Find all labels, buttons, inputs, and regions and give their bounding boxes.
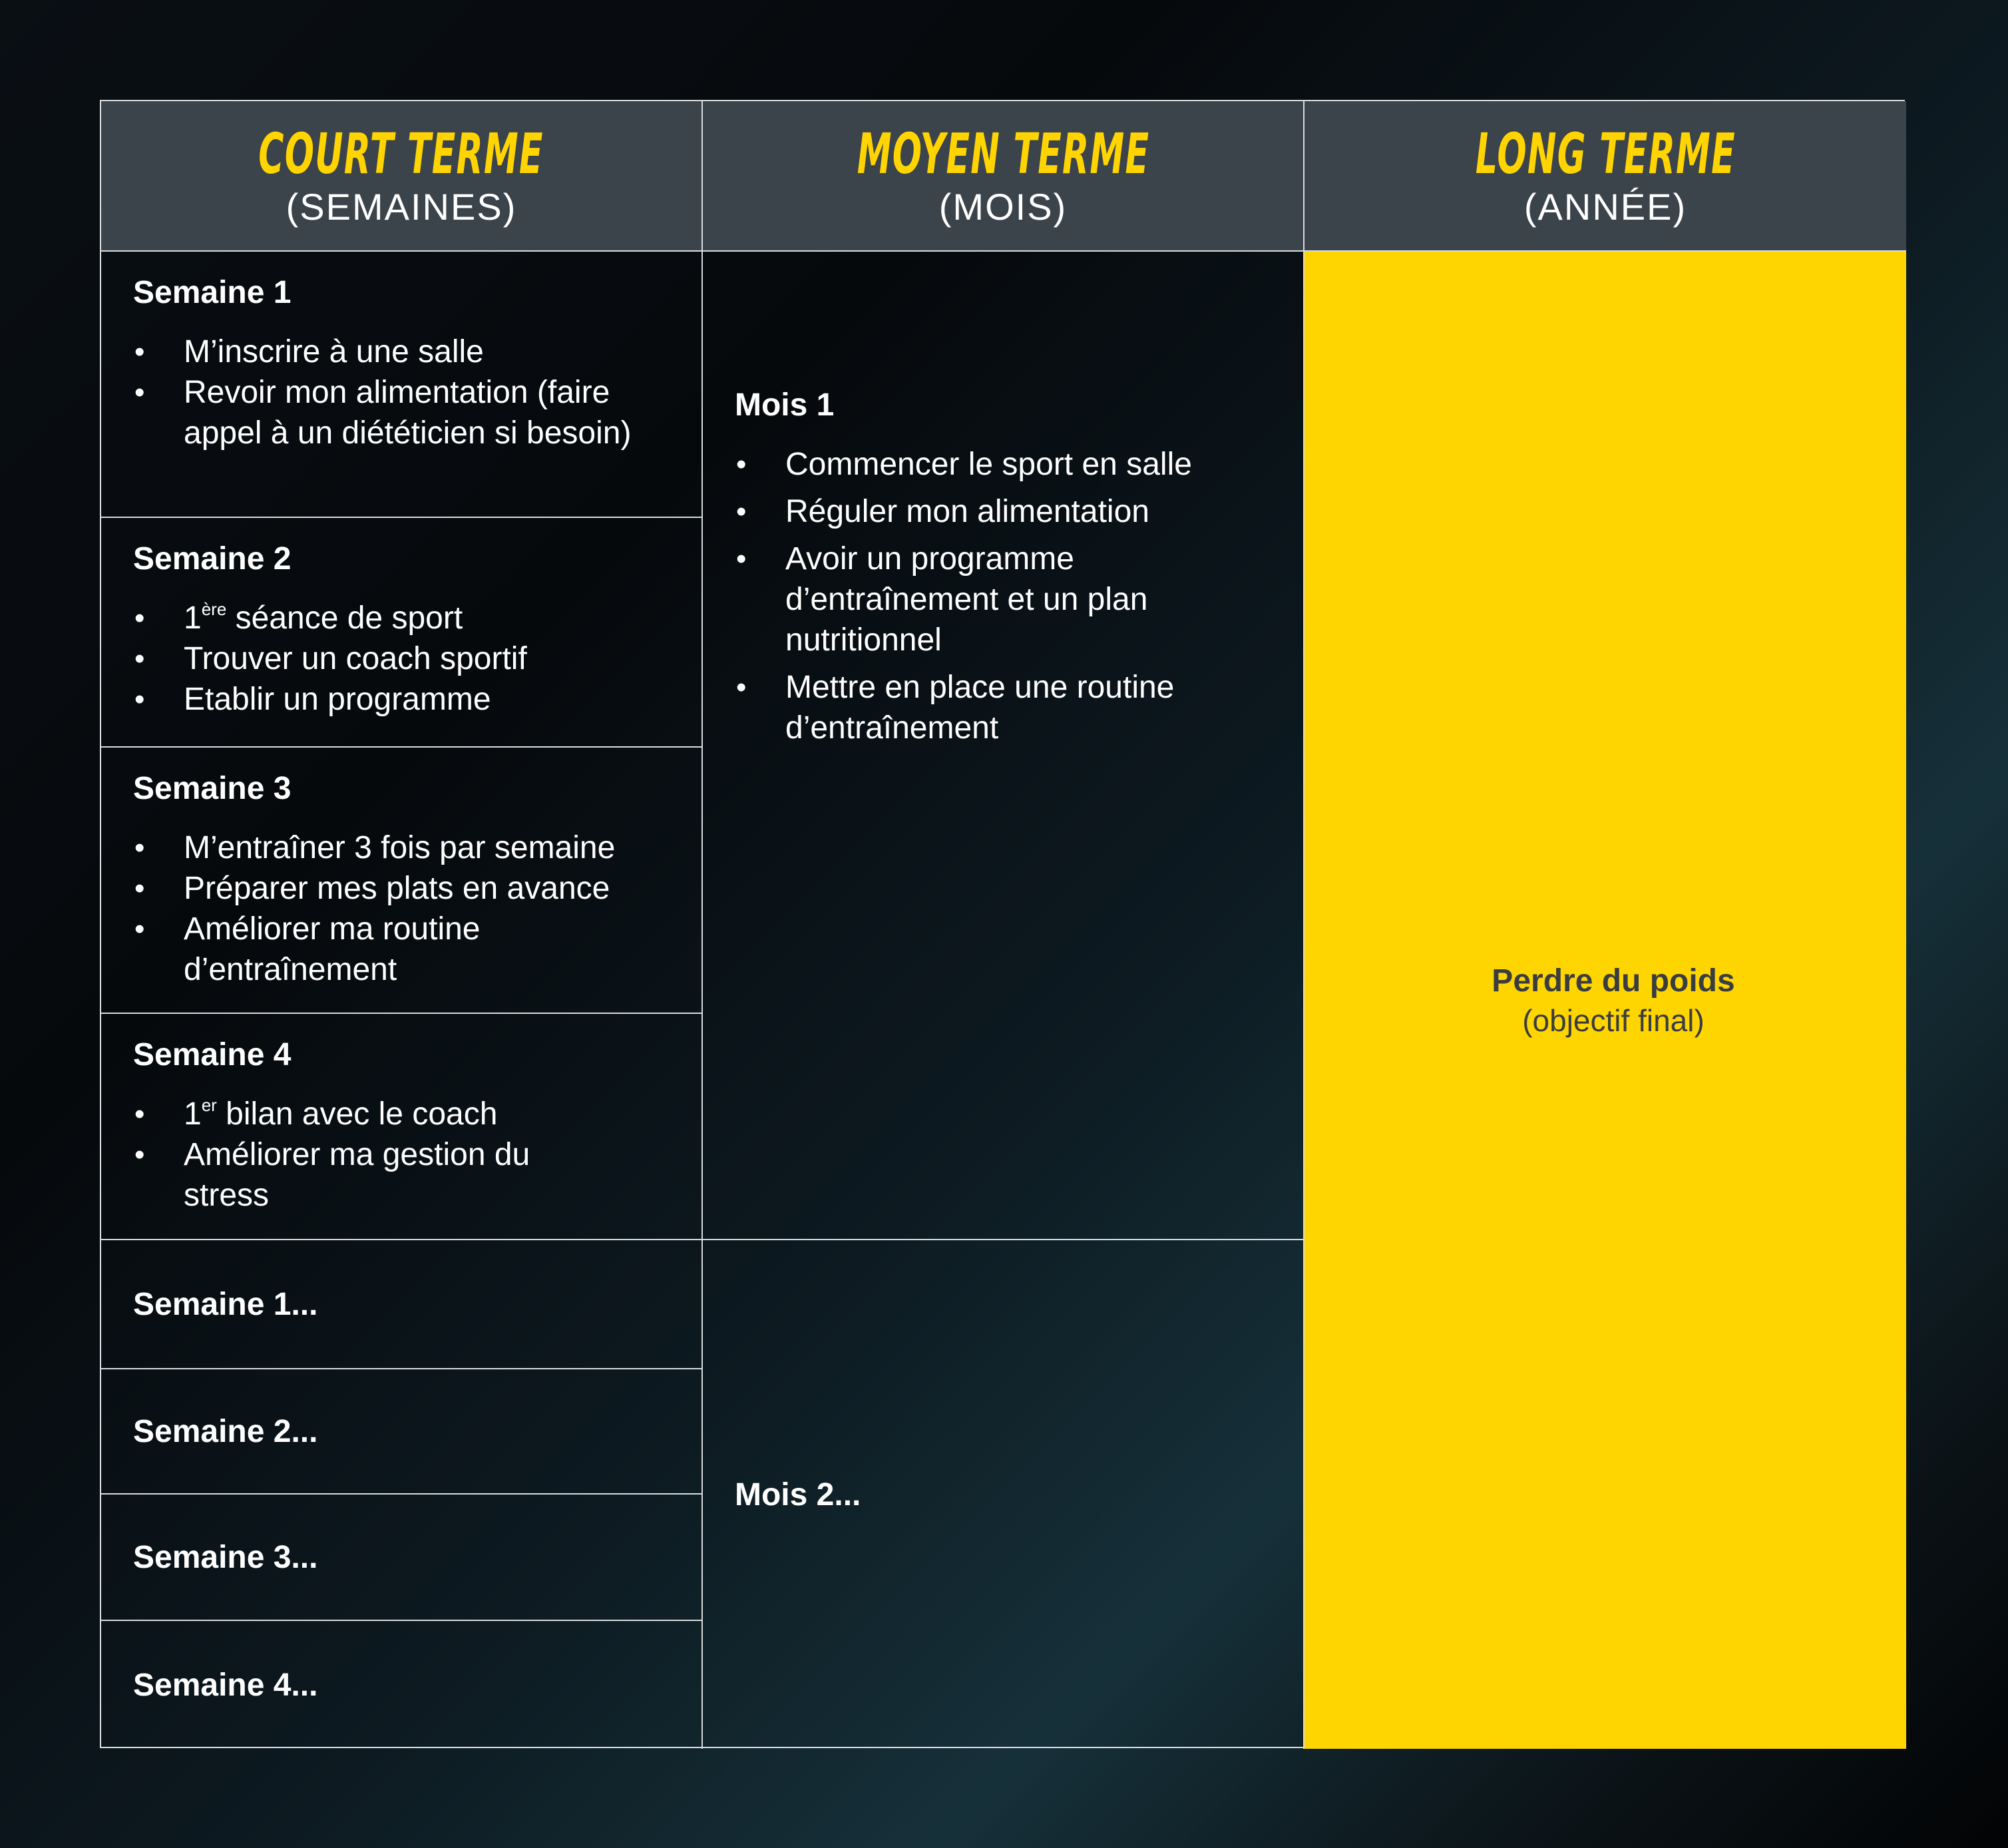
planning-table bbox=[100, 100, 1905, 1748]
task-item: • 1er bilan avec le coach bbox=[133, 1094, 675, 1134]
task-item: • M’inscrire à une salle bbox=[133, 332, 675, 372]
week-title: Semaine 4 bbox=[133, 1037, 292, 1072]
task-item: • Réguler mon alimentation bbox=[735, 491, 1277, 532]
week-more-1: Semaine 1... bbox=[101, 1240, 703, 1369]
header-subtitle: (SEMAINES) bbox=[286, 186, 517, 228]
task-item: • Mettre en place une routine d’entraînement bbox=[735, 667, 1277, 748]
week-title: Semaine 3 bbox=[133, 771, 292, 806]
task-item: • Commencer le sport en salle bbox=[735, 444, 1277, 485]
week-tasks bbox=[133, 1094, 675, 1216]
week-more-3: Semaine 3... bbox=[101, 1495, 703, 1621]
week-cell-3 bbox=[101, 748, 703, 1014]
goal-title: Perdre du poids bbox=[1492, 963, 1735, 999]
header-moyen-terme bbox=[703, 101, 1305, 252]
week-more-2: Semaine 2... bbox=[101, 1369, 703, 1495]
week-title: Semaine 2 bbox=[133, 541, 292, 577]
task-item: • Améliorer ma gestion du stress bbox=[133, 1134, 675, 1216]
goal-cell bbox=[1305, 252, 1906, 1749]
header-subtitle: (ANNÉE) bbox=[1523, 186, 1687, 228]
month-tasks bbox=[735, 444, 1277, 755]
header-title: MOYEN TERME bbox=[857, 121, 1149, 186]
month-cell-1 bbox=[703, 252, 1305, 1240]
goal-subtitle: (objectif final) bbox=[1522, 1003, 1705, 1038]
task-item: • Avoir un programme d’entraînement et un plan nutritionnel bbox=[735, 539, 1277, 660]
week-tasks bbox=[133, 598, 675, 720]
week-tasks bbox=[133, 332, 675, 453]
task-item: • Revoir mon alimentation (faire appel à un diététicien si besoin) bbox=[133, 372, 675, 453]
task-item: • Etablir un programme bbox=[133, 679, 675, 720]
task-item: • Améliorer ma routine d’entraînement bbox=[133, 909, 675, 990]
header-title: LONG TERME bbox=[1475, 121, 1736, 186]
week-cell-4 bbox=[101, 1014, 703, 1240]
header-court-terme bbox=[101, 101, 703, 252]
task-item: • 1ère séance de sport bbox=[133, 598, 675, 638]
week-tasks bbox=[133, 827, 675, 990]
header-long-terme bbox=[1305, 101, 1906, 252]
header-title: COURT TERME bbox=[258, 121, 544, 186]
task-item: • Préparer mes plats en avance bbox=[133, 868, 675, 909]
task-item: • M’entraîner 3 fois par semaine bbox=[133, 827, 675, 868]
week-title: Semaine 1 bbox=[133, 275, 292, 310]
month-title: Mois 1 bbox=[735, 387, 835, 423]
week-cell-1 bbox=[101, 252, 703, 518]
week-more-4: Semaine 4... bbox=[101, 1621, 703, 1749]
task-item: • Trouver un coach sportif bbox=[133, 638, 675, 679]
header-subtitle: (MOIS) bbox=[938, 186, 1068, 228]
month-cell-2: Mois 2... bbox=[703, 1240, 1305, 1749]
week-cell-2 bbox=[101, 518, 703, 748]
